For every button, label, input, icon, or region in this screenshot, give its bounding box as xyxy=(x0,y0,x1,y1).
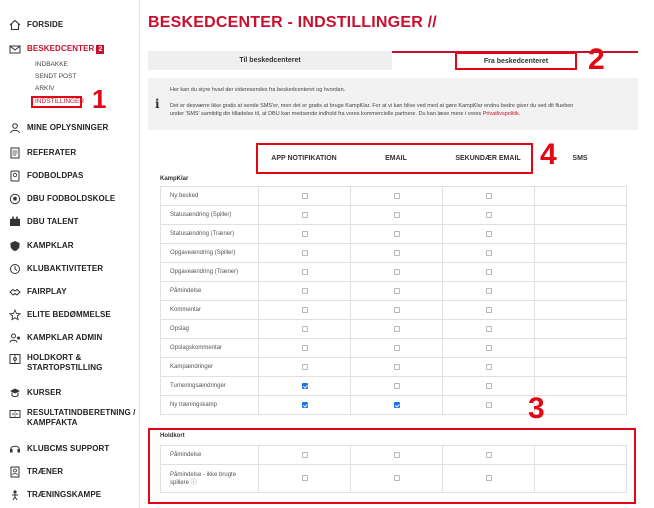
setting-cell xyxy=(535,244,627,263)
setting-cell xyxy=(259,446,351,465)
home-icon xyxy=(8,19,21,31)
unread-badge: 2 xyxy=(98,45,103,53)
sidebar-item-label-line1: RESULTATINDBERETNING / xyxy=(27,408,136,417)
notification-checkbox[interactable] xyxy=(302,193,308,199)
notification-checkbox[interactable] xyxy=(486,345,492,351)
setting-cell xyxy=(351,244,443,263)
setting-cell xyxy=(443,339,535,358)
notification-checkbox[interactable] xyxy=(486,307,492,313)
sidebar-item-holdkort[interactable] xyxy=(0,353,140,373)
notification-checkbox[interactable] xyxy=(394,326,400,332)
activity-icon xyxy=(8,263,21,275)
setting-cell xyxy=(535,206,627,225)
notification-checkbox[interactable] xyxy=(486,326,492,332)
setting-cell xyxy=(351,225,443,244)
setting-cell xyxy=(535,263,627,282)
notification-checkbox[interactable] xyxy=(302,383,308,389)
results-icon xyxy=(8,408,21,420)
setting-cell xyxy=(259,263,351,282)
notification-checkbox[interactable] xyxy=(394,345,400,351)
table-row xyxy=(161,282,627,301)
sidebar-item-label-line2: STARTOPSTILLING xyxy=(27,363,103,372)
sidebar-item-forside[interactable] xyxy=(0,19,140,31)
admin-icon xyxy=(8,332,21,344)
notification-checkbox[interactable] xyxy=(486,250,492,256)
sidebar-item-label: DBU FODBOLDSKOLE xyxy=(27,194,116,203)
setting-cell xyxy=(351,446,443,465)
info-box xyxy=(148,78,638,130)
sidebar-item-fairplay[interactable] xyxy=(0,286,140,298)
setting-cell xyxy=(259,320,351,339)
row-label: Ny træningskamp xyxy=(161,396,259,415)
setting-cell xyxy=(443,187,535,206)
column-header-sms: SMS xyxy=(572,155,588,162)
sidebar-item-beskedcenter[interactable] xyxy=(0,43,140,55)
row-label: Opslagskommentar xyxy=(161,339,259,358)
notification-checkbox[interactable] xyxy=(394,193,400,199)
notification-checkbox[interactable] xyxy=(394,452,400,458)
table-row xyxy=(161,301,627,320)
kampklar-settings-table xyxy=(160,186,627,415)
setting-cell xyxy=(535,225,627,244)
setting-cell xyxy=(259,377,351,396)
sidebar-item-label-line1: HOLDKORT & xyxy=(27,353,82,362)
notification-checkbox[interactable] xyxy=(302,475,308,481)
row-label: Opslag xyxy=(161,320,259,339)
row-label: Ny besked xyxy=(161,187,259,206)
holdkort-settings-table xyxy=(160,445,627,493)
privacy-policy-link[interactable]: Privatlivspolitik xyxy=(482,111,519,117)
notification-checkbox[interactable] xyxy=(394,364,400,370)
setting-cell xyxy=(443,320,535,339)
support-icon xyxy=(8,443,21,455)
section-title-holdkort: Holdkort xyxy=(160,433,185,439)
sidebar-item-elite-bedommelse[interactable] xyxy=(0,309,140,321)
setting-cell xyxy=(443,377,535,396)
table-row xyxy=(161,339,627,358)
notification-checkbox[interactable] xyxy=(394,288,400,294)
sidebar-item-label: KAMPKLAR ADMIN xyxy=(27,333,103,342)
notification-checkbox[interactable] xyxy=(302,250,308,256)
envelope-icon xyxy=(8,43,21,55)
info-text-3: under 'SMS' samtidig din tilladelse til, at DBU kan medsende indhold fra vores kommercielle partnere. Du kan læse mere i vores Privatlivspolitik. xyxy=(170,111,521,117)
notification-checkbox[interactable] xyxy=(486,452,492,458)
annotation-4: 4 xyxy=(540,138,557,171)
sidebar-item-label: KLUBAKTIVITETER xyxy=(27,264,104,273)
setting-cell xyxy=(443,446,535,465)
table-row xyxy=(161,377,627,396)
ball-icon xyxy=(8,193,21,205)
info-text-3-body: under 'SMS' samtidig din tilladelse til, at DBU kan medsende indhold fra vores kommercielle partnere. Du kan læse mere i vores xyxy=(170,111,482,117)
setting-cell xyxy=(443,465,535,493)
notification-checkbox[interactable] xyxy=(486,475,492,481)
table-row xyxy=(161,358,627,377)
row-label: Påmindelse xyxy=(161,282,259,301)
notification-checkbox[interactable] xyxy=(394,383,400,389)
lineup-icon xyxy=(8,353,21,365)
setting-cell xyxy=(351,358,443,377)
setting-cell xyxy=(259,225,351,244)
notification-checkbox[interactable] xyxy=(486,402,492,408)
setting-cell xyxy=(535,446,627,465)
sidebar-item-referater[interactable] xyxy=(0,147,140,159)
page-title: BESKEDCENTER - INDSTILLINGER // xyxy=(148,14,437,31)
sidebar-subitem-indbakke[interactable]: INDBAKKE xyxy=(35,61,68,68)
setting-cell xyxy=(351,320,443,339)
row-label: Kommentar xyxy=(161,301,259,320)
notification-checkbox[interactable] xyxy=(394,212,400,218)
notification-checkbox[interactable] xyxy=(486,212,492,218)
setting-cell xyxy=(443,301,535,320)
sidebar xyxy=(0,0,140,508)
table-row xyxy=(161,465,627,493)
notification-checkbox[interactable] xyxy=(394,475,400,481)
sidebar-item-label: DBU TALENT xyxy=(27,217,79,226)
sidebar-item-fodboldpas[interactable] xyxy=(0,170,140,182)
notification-checkbox[interactable] xyxy=(302,402,308,408)
setting-cell xyxy=(443,282,535,301)
row-label: Opgaveændring (Træner) xyxy=(161,263,259,282)
table-row xyxy=(161,225,627,244)
column-headers-highlight xyxy=(256,143,533,174)
notification-checkbox[interactable] xyxy=(302,326,308,332)
setting-cell xyxy=(535,358,627,377)
table-row xyxy=(161,320,627,339)
info-circle-icon[interactable]: ⓘ xyxy=(189,479,197,486)
row-label: Statusændring (Træner) xyxy=(161,225,259,244)
sidebar-item-label: FODBOLDPAS xyxy=(27,171,84,180)
sidebar-item-label: TRÆNINGSKAMPE xyxy=(27,490,102,499)
sidebar-item-kurser[interactable] xyxy=(0,387,140,399)
info-text-1: Her kan du styre hvad der videresendes fra beskedcenteret og hvordan. xyxy=(170,87,346,93)
sidebar-item-label: MINE OPLYSNINGER xyxy=(27,123,109,132)
notification-checkbox[interactable] xyxy=(394,231,400,237)
setting-cell xyxy=(535,187,627,206)
sidebar-item-label xyxy=(27,408,135,428)
sidebar-item-traeningskampe[interactable] xyxy=(0,489,140,501)
setting-cell xyxy=(259,206,351,225)
sidebar-subitem-label: INDSTILLINGER xyxy=(35,98,85,105)
user-icon xyxy=(8,122,21,134)
setting-cell xyxy=(535,465,627,493)
sidebar-item-label: KLUBCMS SUPPORT xyxy=(27,444,110,453)
sidebar-item-klubaktiviteter[interactable] xyxy=(0,263,140,275)
sidebar-item-label: TRÆNER xyxy=(27,467,64,476)
handshake-icon xyxy=(8,286,21,298)
sidebar-subitem-arkiv[interactable]: ARKIV xyxy=(35,85,55,92)
notification-checkbox[interactable] xyxy=(486,364,492,370)
notification-checkbox[interactable] xyxy=(486,231,492,237)
setting-cell xyxy=(535,396,627,415)
setting-cell xyxy=(535,339,627,358)
notification-checkbox[interactable] xyxy=(302,288,308,294)
sidebar-subitem-sendt-post[interactable]: SENDT POST xyxy=(35,73,77,80)
sidebar-item-kampklar-admin[interactable] xyxy=(0,332,140,344)
sidebar-item-label: ELITE BEDØMMELSE xyxy=(27,310,111,319)
notification-checkbox[interactable] xyxy=(394,250,400,256)
table-row xyxy=(161,263,627,282)
setting-cell xyxy=(259,244,351,263)
star-icon xyxy=(8,309,21,321)
row-label: Kampændringer xyxy=(161,358,259,377)
notification-checkbox[interactable] xyxy=(302,452,308,458)
table-row xyxy=(161,446,627,465)
setting-cell xyxy=(259,301,351,320)
sidebar-item-dbu-fodboldskole[interactable] xyxy=(0,193,140,205)
notification-checkbox[interactable] xyxy=(394,269,400,275)
info-text-2: Det er desværre ikke gratis at sende SMS'er, men det er gratis at bruge KampKlar. For at vi kan blive ved med at gøre KampKlar endnu bedre giver du ved dit flueben xyxy=(170,103,574,109)
sidebar-item-label: REFERATER xyxy=(27,148,77,157)
setting-cell xyxy=(351,187,443,206)
setting-cell xyxy=(535,301,627,320)
sidebar-item-label: FORSIDE xyxy=(27,20,64,29)
setting-cell xyxy=(443,358,535,377)
shield-icon xyxy=(8,240,21,252)
sidebar-item-mine-oplysninger[interactable] xyxy=(0,122,140,134)
sidebar-item-resultatindberetning[interactable] xyxy=(0,408,140,428)
setting-cell xyxy=(351,263,443,282)
sidebar-item-label: KAMPKLAR xyxy=(27,241,74,250)
notification-checkbox[interactable] xyxy=(302,212,308,218)
setting-cell xyxy=(351,282,443,301)
table-row xyxy=(161,187,627,206)
tab-til-beskedcenteret[interactable]: Til beskedcenteret xyxy=(148,51,392,70)
sidebar-item-label: BESKEDCENTER xyxy=(27,44,95,53)
courses-icon xyxy=(8,387,21,399)
sidebar-item-label xyxy=(27,353,102,373)
row-label-line2: spillere xyxy=(170,479,190,486)
tab-fra-beskedcenteret-label[interactable]: Fra beskedcenteret xyxy=(455,52,577,70)
notification-checkbox[interactable] xyxy=(486,288,492,294)
row-label: Turneringsændringer xyxy=(161,377,259,396)
training-icon xyxy=(8,489,21,501)
setting-cell xyxy=(443,244,535,263)
row-label: Statusændring (Spiller) xyxy=(161,206,259,225)
setting-cell xyxy=(443,263,535,282)
info-icon: i xyxy=(155,97,160,111)
sidebar-item-label: KURSER xyxy=(27,388,62,397)
column-header-sekundaer-email: SEKUNDÆR EMAIL xyxy=(455,155,521,162)
column-header-email: EMAIL xyxy=(385,155,407,162)
notification-checkbox[interactable] xyxy=(486,383,492,389)
table-row xyxy=(161,206,627,225)
sidebar-item-label: FAIRPLAY xyxy=(27,287,67,296)
notification-checkbox[interactable] xyxy=(394,307,400,313)
setting-cell xyxy=(351,377,443,396)
setting-cell xyxy=(351,301,443,320)
document-icon xyxy=(8,147,21,159)
row-label xyxy=(161,465,259,493)
sidebar-subitem-indstillinger[interactable] xyxy=(31,96,85,108)
notification-checkbox[interactable] xyxy=(302,364,308,370)
coach-icon xyxy=(8,466,21,478)
sidebar-item-label-line2: KAMPFAKTA xyxy=(27,418,78,427)
sidebar-item-kampklar[interactable] xyxy=(0,240,140,252)
talent-icon xyxy=(8,216,21,228)
setting-cell xyxy=(259,282,351,301)
setting-cell xyxy=(351,339,443,358)
notification-checkbox[interactable] xyxy=(302,345,308,351)
row-label: Opgaveændring (Spiller) xyxy=(161,244,259,263)
row-label-line1: Påmindelse - ikke brugte xyxy=(170,471,237,478)
setting-cell xyxy=(443,206,535,225)
sidebar-item-dbu-talent[interactable] xyxy=(0,216,140,228)
sidebar-item-klubcms-support[interactable] xyxy=(0,443,140,455)
notification-checkbox[interactable] xyxy=(394,402,400,408)
setting-cell xyxy=(443,225,535,244)
setting-cell xyxy=(535,282,627,301)
annotation-2: 2 xyxy=(588,43,605,76)
column-header-app-notifikation: APP NOTIFIKATION xyxy=(271,155,337,162)
setting-cell xyxy=(443,396,535,415)
sidebar-item-traener[interactable] xyxy=(0,466,140,478)
passport-icon xyxy=(8,170,21,182)
setting-cell xyxy=(259,358,351,377)
section-title-kampklar: KampKlar xyxy=(160,176,189,182)
setting-cell xyxy=(351,206,443,225)
setting-cell xyxy=(351,396,443,415)
table-row xyxy=(161,244,627,263)
setting-cell xyxy=(259,396,351,415)
setting-cell xyxy=(259,465,351,493)
setting-cell xyxy=(535,377,627,396)
notification-checkbox[interactable] xyxy=(486,193,492,199)
row-label: Påmindelse xyxy=(161,446,259,465)
table-row xyxy=(161,396,627,415)
setting-cell xyxy=(259,187,351,206)
annotation-1: 1 xyxy=(92,84,107,114)
notification-checkbox[interactable] xyxy=(486,269,492,275)
setting-cell xyxy=(351,465,443,493)
notification-checkbox[interactable] xyxy=(302,269,308,275)
notification-checkbox[interactable] xyxy=(302,231,308,237)
setting-cell xyxy=(535,320,627,339)
setting-cell xyxy=(259,339,351,358)
notification-checkbox[interactable] xyxy=(302,307,308,313)
annotation-3: 3 xyxy=(528,392,545,425)
